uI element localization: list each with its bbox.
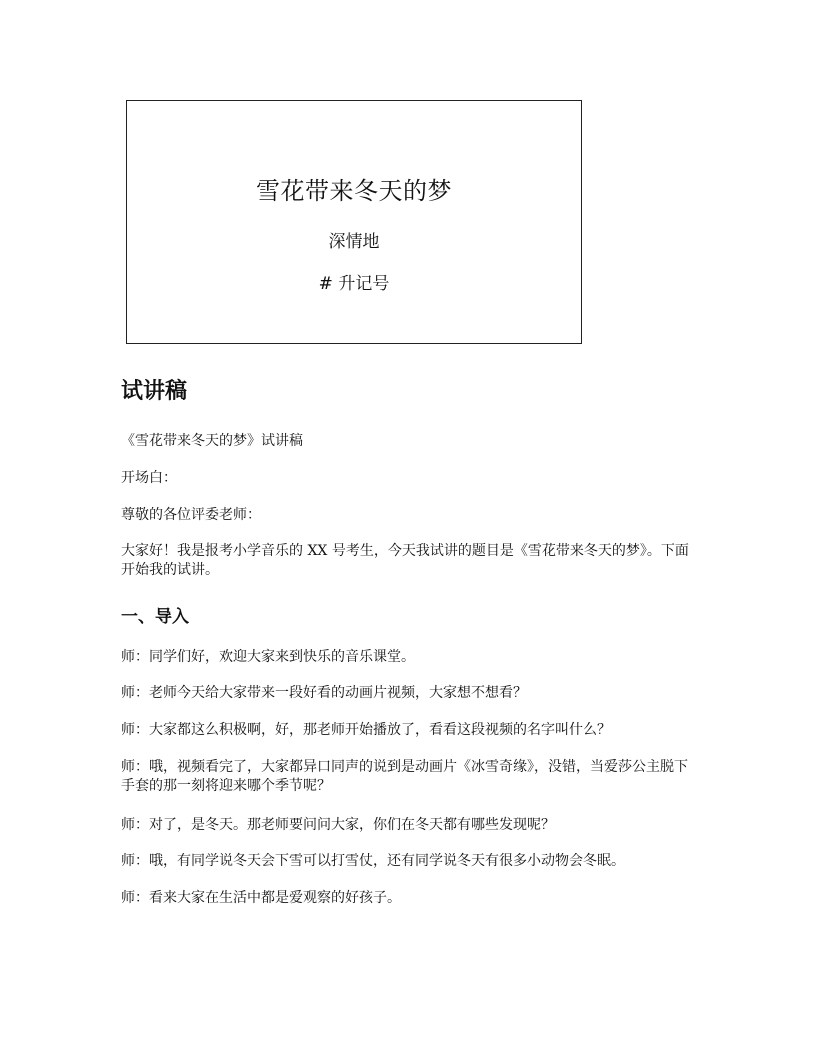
cover-subtitle: 深情地	[328, 232, 380, 252]
cover-title: 雪花带来冬天的梦	[256, 177, 452, 205]
section-heading: 一、导入	[121, 607, 189, 627]
intro-paragraph: 《雪花带来冬天的梦》试讲稿	[121, 433, 303, 449]
intro-paragraph: 尊敬的各位评委老师：	[121, 507, 261, 523]
dialogue-paragraph: 师：老师今天给大家带来一段好看的动画片视频，大家想不想看？	[121, 685, 527, 701]
cover-box	[126, 100, 582, 344]
dialogue-paragraph: 师：对了，是冬天。那老师要问问大家，你们在冬天都有哪些发现呢？	[121, 817, 555, 833]
dialogue-paragraph: 师：同学们好，欢迎大家来到快乐的音乐课堂。	[121, 649, 415, 665]
dialogue-paragraph: 师：哦，视频看完了，大家都异口同声的说到是动画片《冰雪奇缘》，没错，当爱莎公主脱下手套的那一刻将迎来哪个季节呢？	[121, 759, 688, 794]
page-heading: 试讲稿	[121, 379, 188, 404]
cover-note: # 升记号	[318, 274, 390, 294]
intro-paragraph: 大家好！我是报考小学音乐的 XX 号考生，今天我试讲的题目是《雪花带来冬天的梦》。下面开始我的试讲。	[121, 543, 689, 578]
dialogue-paragraph: 师：看来大家在生活中都是爱观察的好孩子。	[121, 890, 401, 906]
dialogue-paragraph: 师：大家都这么积极啊，好，那老师开始播放了，看看这段视频的名字叫什么？	[121, 722, 611, 738]
dialogue-paragraph: 师：哦，有同学说冬天会下雪可以打雪仗，还有同学说冬天有很多小动物会冬眠。	[121, 853, 625, 869]
intro-paragraph: 开场白：	[121, 470, 177, 486]
